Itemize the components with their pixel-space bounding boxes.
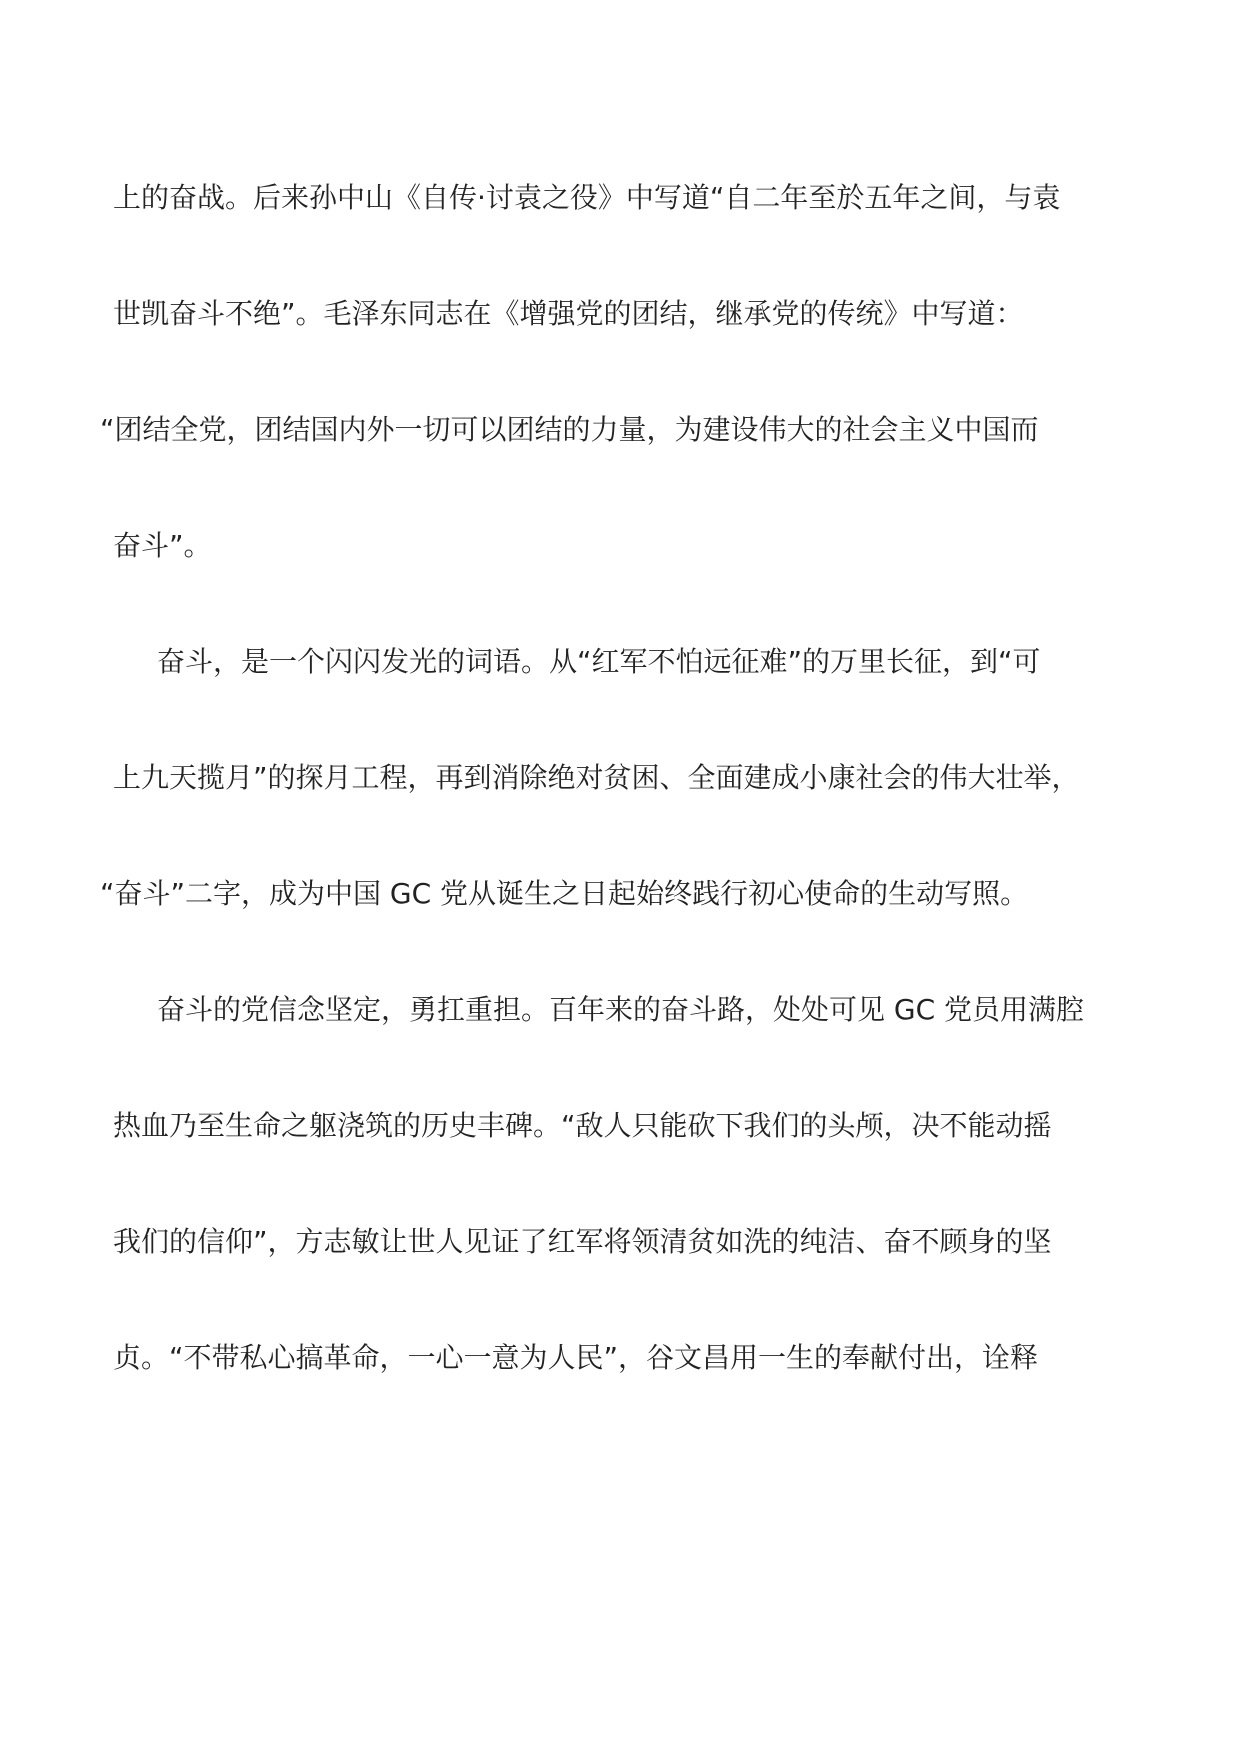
text-line-11: 贞。“不带私心搞革命，一心一意为人民”，谷文昌用一生的奉献付出，诠释 [113,1341,1039,1374]
text-line-4: 奋斗”。 [113,529,212,562]
text-line-1: 上的奋战。后来孙中山《自传·讨袁之役》中写道“自二年至於五年之间，与袁 [113,181,1061,214]
text-line-10: 我们的信仰”，方志敏让世人见证了红军将领清贫如洗的纯洁、奋不顾身的坚 [113,1225,1052,1258]
text-line-8: 奋斗的党信念坚定，勇扛重担。百年来的奋斗路，处处可见 GC 党员用满腔 [157,993,1085,1026]
text-line-3: “团结全党，团结国内外一切可以团结的力量，为建设伟大的社会主义中国而 [100,413,1039,446]
text-line-9: 热血乃至生命之躯浇筑的历史丰碑。“敌人只能砍下我们的头颅，决不能动摇 [113,1109,1052,1142]
text-line-5: 奋斗，是一个闪闪发光的词语。从“红军不怕远征难”的万里长征，到“可 [157,645,1041,678]
text-line-7: “奋斗”二字，成为中国 GC 党从诞生之日起始终践行初心使命的生动写照。 [100,877,1029,910]
text-line-6: 上九天揽月”的探月工程，再到消除绝对贫困、全面建成小康社会的伟大壮举， [113,761,1080,794]
text-line-2: 世凯奋斗不绝”。毛泽东同志在《增强党的团结，继承党的传统》中写道： [113,297,1024,330]
